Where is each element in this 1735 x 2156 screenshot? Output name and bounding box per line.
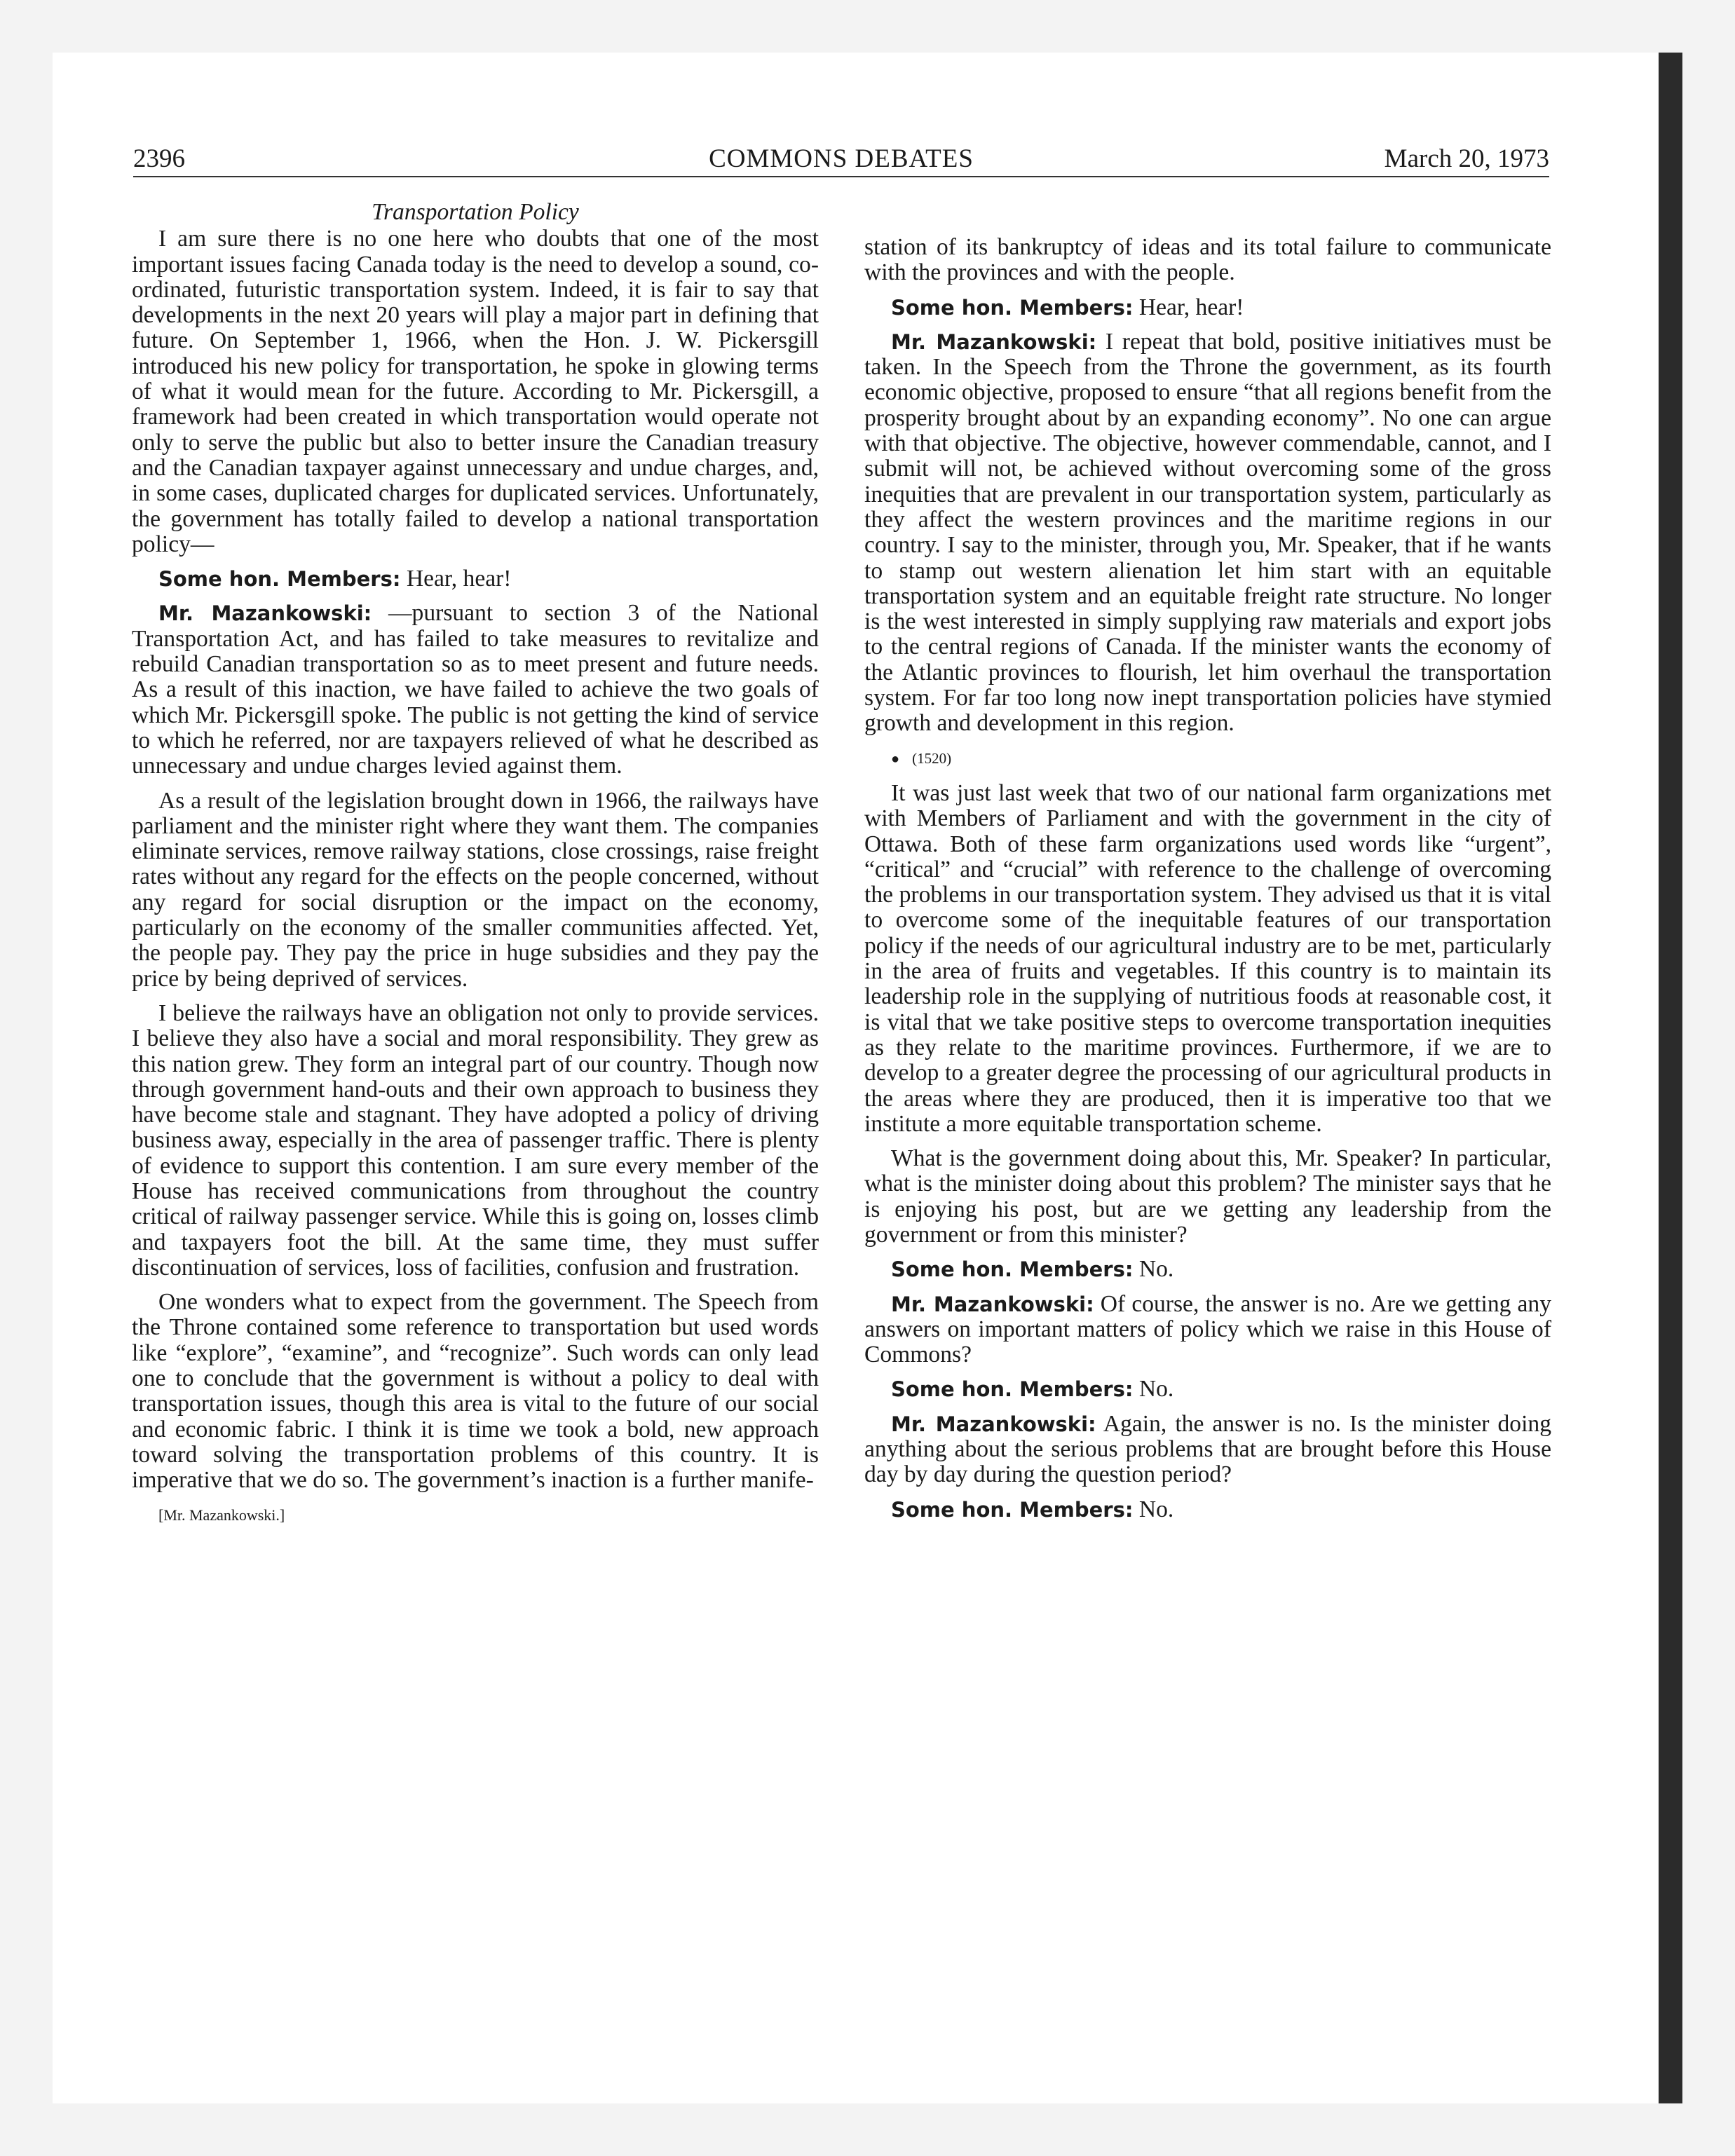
speaker-name: Mr. Mazankowski: bbox=[891, 1412, 1096, 1436]
speech-text: No. bbox=[1133, 1376, 1174, 1403]
speaker-turn bbox=[864, 1257, 1551, 1282]
speech-text: Of course, the answer is no. Are we getting any answers on important matters of policy which we raise in this House of Commons? bbox=[864, 1290, 1552, 1368]
speaker-turn bbox=[864, 1377, 1551, 1402]
speaker-turn bbox=[864, 1497, 1551, 1522]
paragraph: I am sure there is no one here who doubts that one of the most important issues facing Canada today is the need to develop a sound, co-ordinated, futuristic transportation system. Indeed, it is fair to say that developments in the next 20 years will play a major part in defining that future. On September 1, 1966, when the Hon. J. W. Pickersgill introduced his new policy for transportation, he spoke in glowing terms of what it would mean for the future. According to Mr. Pickersgill, a framework had been created in which transportation would operate not only to serve the public but also to better insure the Canadian treasury and the Canadian taxpayer against unnecessary and undue charges, and, in some cases, duplicated charges for duplicated services. Unfortunately, the government has totally failed to develop a national transportation policy— bbox=[132, 226, 819, 557]
speech-text: I repeat that bold, positive initiatives must be taken. In the Speech from the Throne the government, as its fourth economic objective, proposed to ensure “that all regions benefit from the prosperity brought about by an expanding economy”. No one can argue with that objective. The objective, however commendable, cannot, and I submit will not, be achieved without overcoming some of the gross inequities that are prevalent in our transportation system, particularly as they affect the western provinces and the maritime regions in our country. I say to the minister, through you, Mr. Speaker, that if he wants to stamp out western alienation let him start with an equitable transportation system and an equitable freight rate structure. No longer is the west interested in simply supplying raw materials and export jobs to the central regions of Canada. If the minister wants the economy of the Atlantic provinces to flourish, let him overhaul the transportation system. For far too long now inept transportation policies have stymied growth and development in this region. bbox=[864, 328, 1551, 737]
paragraph-continued: station of its bankruptcy of ideas and its total failure to communicate with the provinces and with the people. bbox=[864, 234, 1551, 286]
page-header bbox=[133, 142, 1549, 177]
speaker-turn bbox=[132, 566, 819, 592]
speech-text: Hear, hear! bbox=[400, 566, 512, 592]
time-code: (1520) bbox=[912, 749, 952, 767]
speaker-name: Some hon. Members: bbox=[891, 1377, 1134, 1402]
bullet-icon: ● bbox=[891, 751, 900, 767]
speaker-turn bbox=[864, 329, 1551, 737]
paragraph: As a result of the legislation brought down in 1966, the railways have parliament and the minister right where they want them. The companies eliminate services, remove railway stations, close crossings, raise freight rates without any regard for the effects on the people concerned, without any regard for social disruption or the impact on the economy, particularly on the economy of the smaller communities affected. Yet, the people pay. They pay the price in huge subsidies and they pay the price by being deprived of services. bbox=[132, 787, 819, 992]
speaker-turn bbox=[864, 1292, 1551, 1368]
speech-text: Again, the answer is no. Is the minister doing anything about the serious problems that are brought before this House day by day during the question period? bbox=[864, 1410, 1551, 1488]
speaker-name: Some hon. Members: bbox=[891, 1257, 1134, 1282]
time-marker bbox=[864, 746, 1551, 772]
speech-text: Hear, hear! bbox=[1133, 294, 1244, 320]
sitting-date: March 20, 1973 bbox=[1384, 144, 1549, 173]
speech-text: No. bbox=[1133, 1256, 1174, 1283]
speaker-name: Some hon. Members: bbox=[891, 295, 1134, 320]
speaker-turn bbox=[864, 295, 1551, 320]
speaker-turn bbox=[132, 601, 819, 779]
publication-title: COMMONS DEBATES bbox=[709, 144, 974, 173]
speaker-turn bbox=[864, 1412, 1551, 1488]
paragraph: One wonders what to expect from the government. The Speech from the Throne contained some reference to transportation but used words like “explore”, “examine”, and “recognize”. Such words can only lead one to conclude that the government is without a policy to deal with transportation issues, though this area is vital to the future of our social and economic fabric. I think it is time we took a bold, new approach toward solving the transportation problems of this country. It is imperative that we do so. The government’s inaction is a further manife- bbox=[132, 1289, 819, 1494]
speech-text: —pursuant to section 3 of the National Transportation Act, and has failed to take measures to revitalize and rebuild Canadian transportation so as to meet present and future needs. As a result of this inaction, we have failed to achieve the two goals of which Mr. Pickersgill spoke. The public is not getting the kind of service to which he referred, nor are taxpayers relieved of what he described as unnecessary and undue charges levied against them. bbox=[132, 600, 819, 779]
paragraph: It was just last week that two of our national farm organizations met with Members of Parliament and with the government in the city of Ottawa. Both of these farm organizations used words like “urgent”, “critical” and “crucial” with reference to the challenge of overcoming the problems in our transportation system. They advised us that it is vital to overcome some of the inequitable features of our transportation policy if the needs of our agricultural industry are to be met, particularly in the area of fruits and vegetables. If this country is to maintain its leadership role in the supplying of nutritious foods at reasonable cost, it is vital that we take positive steps to overcome transportation inequities as they relate to the maritime provinces. Furthermore, if we are to develop to a greater degree the processing of our agricultural products in the areas where they are produced, then it is imperative too that we institute a more equitable transportation scheme. bbox=[864, 779, 1551, 1137]
speaker-name: Some hon. Members: bbox=[891, 1497, 1134, 1522]
left-column bbox=[132, 200, 819, 1537]
speaker-name: Mr. Mazankowski: bbox=[158, 601, 372, 626]
right-column bbox=[864, 235, 1551, 1531]
paragraph: What is the government doing about this, Mr. Speaker? In particular, what is the minister doing about this problem? The minister says that he is enjoying his post, but are we getting any leadership from the government or from this minister? bbox=[864, 1145, 1551, 1248]
page-number: 2396 bbox=[133, 144, 185, 173]
scan-edge-shadow bbox=[1659, 53, 1682, 2103]
speech-text: No. bbox=[1133, 1496, 1174, 1522]
speaker-name: Mr. Mazankowski: bbox=[891, 329, 1097, 354]
section-subheading: Transportation Policy bbox=[372, 199, 579, 225]
speaker-name: Mr. Mazankowski: bbox=[891, 1292, 1094, 1316]
speaker-name: Some hon. Members: bbox=[158, 567, 401, 592]
paragraph: I believe the railways have an obligation not only to provide services. I believe they also have a social and moral responsibility. They grew as this nation grew. They form an integral part of our country. Though now through government hand-outs and their own approach to business they have become stale and stagnant. They have adopted a policy of driving business away, especially in the area of passenger traffic. There is plenty of evidence to support this contention. I am sure every member of the House has received communications from throughout the country critical of railway passenger service. While this is going on, losses climb and taxpayers foot the bill. At the same time, they must suffer discontinuation of services, loss of facilities, confusion and frustration. bbox=[132, 999, 819, 1281]
speaker-attribution: [Mr. Mazankowski.] bbox=[158, 1506, 285, 1524]
